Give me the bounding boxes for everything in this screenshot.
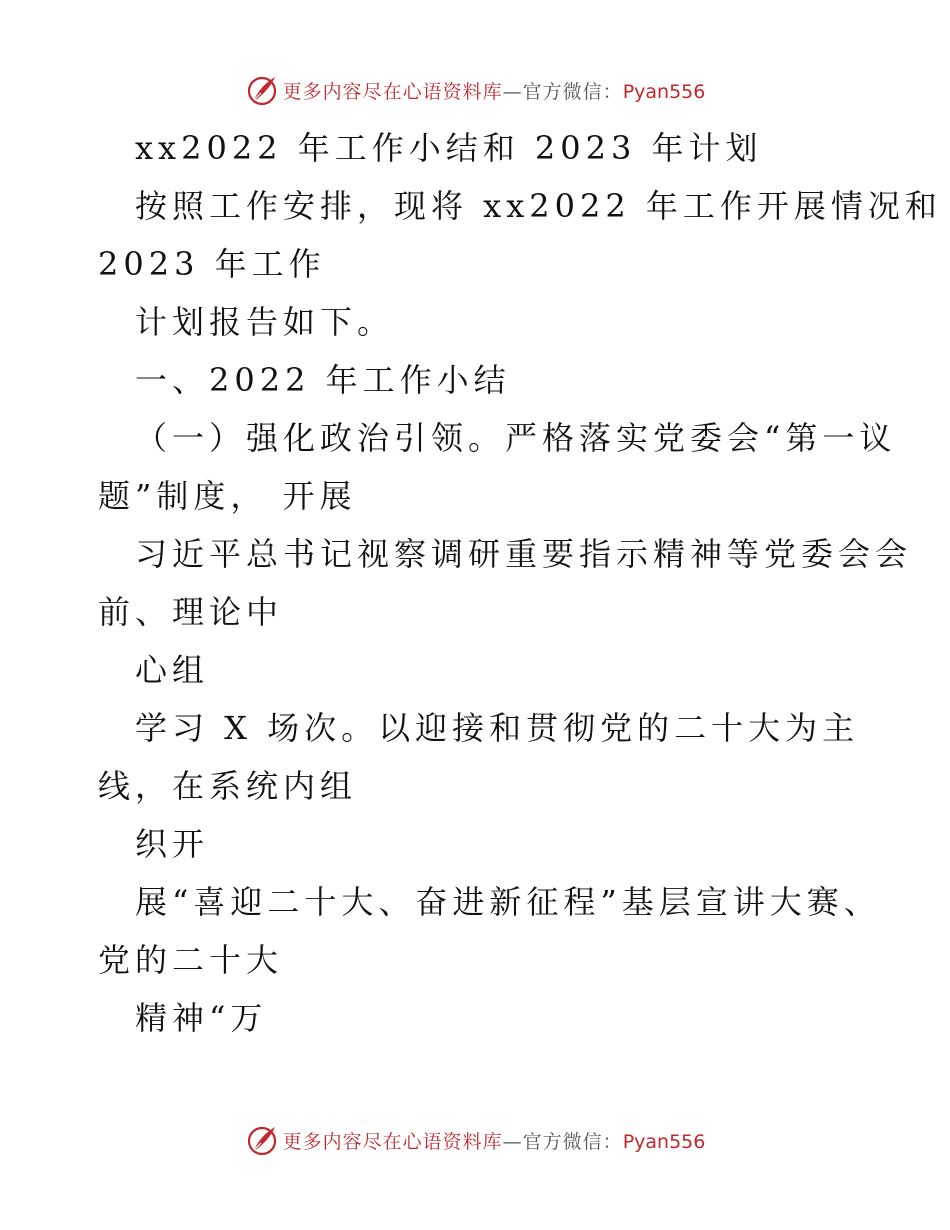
paragraph-line: 精神“万 <box>135 999 268 1037</box>
banner-separator: — <box>502 80 523 103</box>
paragraph-line: 题”制度， 开展 <box>98 477 357 515</box>
header-banner <box>0 70 950 110</box>
quill-logo-icon <box>245 73 279 107</box>
paragraph-line: 前、理论中 <box>98 593 284 631</box>
paragraph-line: 展“喜迎二十大、奋进新征程”基层宣讲大赛、 <box>135 883 881 921</box>
paragraph-line: 党的二十大 <box>98 941 284 979</box>
paragraph-line: 心组 <box>135 651 210 689</box>
banner-site-text: 更多内容尽在心语资料库 <box>282 80 503 103</box>
paragraph-line: 按照工作安排，现将 xx2022 年工作开展情况和 <box>135 187 942 225</box>
banner-text <box>283 77 706 104</box>
footer-banner <box>0 1120 950 1160</box>
paragraph-line: 学习 X 场次。以迎接和贯彻党的二十大为主 <box>135 709 860 747</box>
document-title: xx2022 年工作小结和 2023 年计划 <box>135 129 763 167</box>
section-heading: 一、2022 年工作小结 <box>135 361 511 399</box>
banner-separator: — <box>502 1130 523 1153</box>
paragraph-line: 线，在系统内组 <box>98 767 358 805</box>
banner-contact-handle: Pyan556 <box>622 1130 706 1153</box>
banner-contact-handle: Pyan556 <box>622 80 706 103</box>
paragraph-line: （一）强化政治引领。严格落实党委会“第一议 <box>135 419 897 457</box>
paragraph-line: 习近平总书记视察调研重要指示精神等党委会会 <box>135 535 913 573</box>
paragraph-line: 2023 年工作 <box>98 245 326 283</box>
banner-contact-label: 官方微信： <box>522 80 623 103</box>
banner-site-text: 更多内容尽在心语资料库 <box>282 1130 503 1153</box>
quill-logo-icon <box>245 1123 279 1157</box>
paragraph-line: 计划报告如下。 <box>135 303 395 341</box>
paragraph-line: 织开 <box>135 825 210 863</box>
banner-text <box>283 1127 706 1154</box>
banner-contact-label: 官方微信： <box>522 1130 623 1153</box>
